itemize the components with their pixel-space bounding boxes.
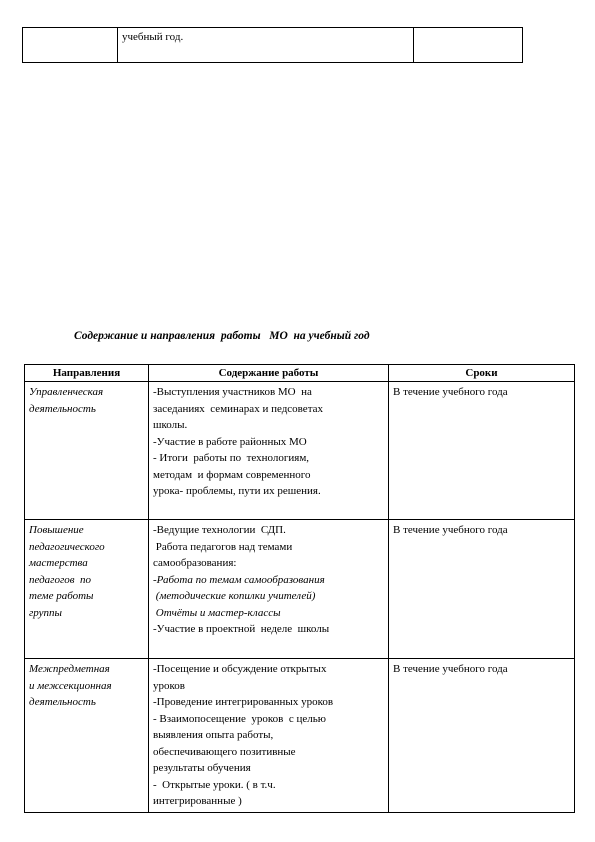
content-line: уроков [153,679,185,692]
direction-line: педагогического [29,540,105,553]
term-cell: В течение учебного года [389,520,575,659]
term-cell: В течение учебного года [389,659,575,813]
direction-line: Управленческая [29,386,104,398]
content-line: результаты обучения [153,762,251,774]
content-cell [149,520,389,659]
table-row [25,382,575,520]
content-line: -Проведение интегрированных уроков [153,696,334,708]
column-header-content: Содержание работы [149,365,389,382]
content-line: школы. [153,419,188,431]
direction-line: группы [29,606,62,619]
content-line: -Работа по темам самообразования [153,573,325,586]
direction-line: деятельность [29,402,96,415]
table-row [25,520,575,659]
content-line: -Участие в работе районных МО [153,435,307,448]
direction-line: и межсекционная [29,679,112,692]
column-header-directions: Направления [25,365,149,382]
table-cell [414,28,523,63]
table-cell [23,28,118,63]
direction-line: мастерства [29,557,88,569]
content-line: Отчёты и мастер-классы [153,606,281,619]
content-line: самообразования: [153,557,237,569]
content-line: урока- проблемы, пути их решения. [153,485,321,497]
table-row [23,28,523,63]
content-line: Работа педагогов над темами [153,540,293,553]
direction-line: теме работы [29,590,94,602]
content-cell [149,382,389,520]
previous-page-table-fragment [22,27,523,63]
direction-cell [25,382,149,520]
term-cell: В течение учебного года [389,382,575,520]
table-row [25,659,575,813]
content-line: методам и формам современного [153,468,311,481]
direction-cell [25,520,149,659]
table-cell: учебный год. [118,28,414,63]
content-line: -Выступления участников МО на [153,386,312,398]
work-plan-table [24,364,575,813]
content-line: обеспечивающего позитивные [153,745,296,758]
section-heading: Содержание и направления работы МО на учебный год [74,330,370,342]
direction-line: Повышение [29,524,84,536]
direction-cell [25,659,149,813]
content-line: -Посещение и обсуждение открытых [153,663,327,675]
content-line: -Участие в проектной неделе школы [153,623,330,635]
content-line: - Итоги работы по технологиям, [153,452,310,464]
content-line: - Открытые уроки. ( в т.ч. [153,778,276,791]
content-line: выявления опыта работы, [153,729,274,741]
content-line: интегрированные ) [153,795,242,807]
content-line: -Ведущие технологии СДП. [153,524,286,536]
content-line: заседаниях семинарах и педсоветах [153,402,324,415]
content-line: (методические копилки учителей) [153,590,316,602]
content-cell [149,659,389,813]
content-line: - Взаимопосещение уроков с целью [153,712,326,725]
direction-line: педагогов по [29,573,92,586]
column-header-terms: Сроки [389,365,575,382]
direction-line: Межпредметная [29,663,110,675]
direction-line: деятельность [29,696,96,708]
table-header-row [25,365,575,382]
